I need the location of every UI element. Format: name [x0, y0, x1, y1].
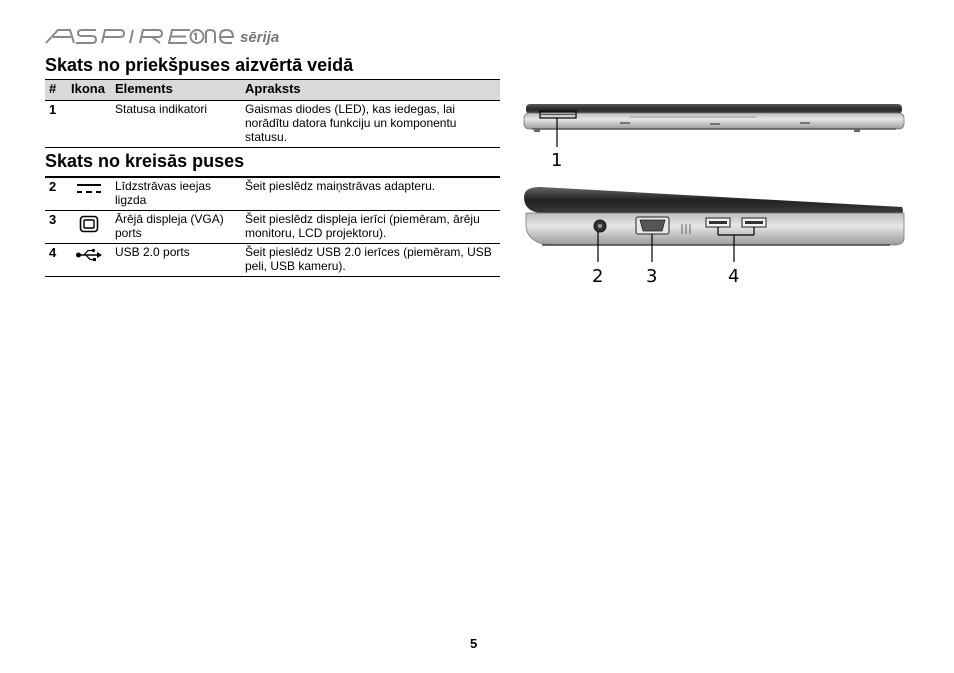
display-port-icon — [79, 215, 99, 233]
side-view-drawing — [524, 187, 904, 262]
laptop-illustration — [520, 95, 910, 295]
callout-3: 3 — [646, 266, 658, 287]
row-description: Šeit pieslēdz displeja ierīci (piemēram, ārēju monitoru, LCD projektoru). — [245, 211, 480, 240]
left-view-table — [45, 176, 500, 277]
column-header-number: # — [49, 81, 57, 96]
row-description: Šeit pieslēdz maiņstrāvas adapteru. — [245, 179, 436, 193]
brand-header — [44, 24, 279, 48]
callout-4: 4 — [728, 266, 740, 287]
aspire-one-logo — [44, 25, 236, 47]
front-view-table — [45, 79, 500, 148]
left-view-heading: Skats no kreisās puses — [45, 151, 245, 171]
table-row — [45, 210, 500, 243]
dc-power-icon — [76, 182, 102, 196]
callout-1: 1 — [551, 150, 563, 171]
row-element: USB 2.0 ports — [115, 244, 190, 259]
row-element: Ārējā displeja (VGA) ports — [115, 211, 224, 240]
page-number: 5 — [470, 636, 478, 651]
table-row — [45, 101, 500, 148]
row-number: 1 — [49, 102, 57, 117]
table-header-row — [45, 80, 500, 101]
series-label: sērija — [240, 28, 280, 46]
usb-icon — [75, 248, 103, 262]
row-number: 2 — [49, 179, 57, 194]
row-number: 3 — [49, 211, 57, 227]
column-header-element: Elements — [115, 81, 173, 96]
row-icon-empty — [67, 101, 111, 148]
column-header-icon: Ikona — [71, 81, 105, 96]
row-element: Statusa indikatori — [115, 102, 208, 116]
table-row — [45, 177, 500, 210]
row-element: Līdzstrāvas ieejas ligzda — [115, 179, 212, 207]
row-description: Šeit pieslēdz USB 2.0 ierīces (piemēram, USB peli, USB kameru). — [245, 244, 492, 273]
callout-2: 2 — [592, 266, 604, 287]
row-description: Gaismas diodes (LED), kas iedegas, lai norādītu datora funkciju un komponentu statusu. — [245, 102, 457, 144]
front-view-heading: Skats no priekšpuses aizvērtā veidā — [45, 55, 354, 75]
column-header-description: Apraksts — [245, 81, 301, 96]
table-row — [45, 243, 500, 276]
front-view-drawing — [524, 104, 904, 147]
row-number: 4 — [49, 244, 57, 260]
